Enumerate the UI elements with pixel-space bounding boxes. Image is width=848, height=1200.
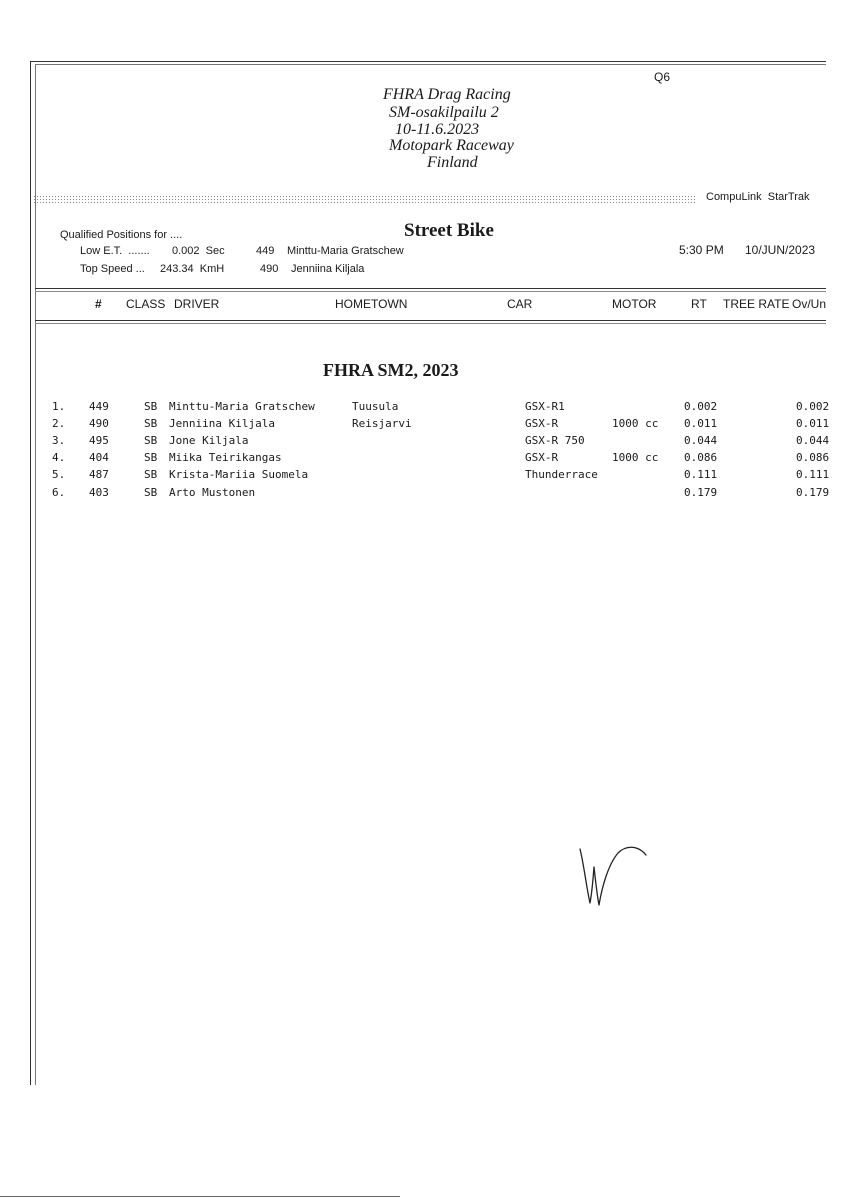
row-class: SB	[144, 434, 158, 447]
column-driver: DRIVER	[174, 297, 220, 311]
row-driver: Krista-Mariia Suomela	[169, 468, 309, 481]
row-position: 5.	[52, 468, 66, 481]
row-number: 403	[89, 486, 109, 499]
row-class: SB	[144, 400, 158, 413]
handwritten-signature	[570, 835, 660, 915]
row-hometown: Reisjarvi	[352, 417, 412, 430]
row-position: 6.	[52, 486, 66, 499]
page-code: Q6	[654, 70, 671, 84]
class-title: Street Bike	[404, 220, 494, 241]
column-tree-rate: TREE RATE	[723, 297, 790, 311]
row-rt: 0.086	[684, 451, 718, 464]
row-car: GSX-R	[525, 451, 559, 464]
row-motor: 1000 cc	[612, 451, 659, 464]
row-rt: 0.179	[684, 486, 718, 499]
column-motor: MOTOR	[612, 297, 657, 311]
frame-left-line	[30, 61, 31, 1085]
column-num: #	[95, 297, 102, 311]
event-line-4: Motopark Raceway	[389, 137, 514, 154]
report-time: 5:30 PM	[679, 243, 724, 257]
row-rt: 0.011	[684, 417, 718, 430]
top-speed-number: 490	[260, 263, 279, 275]
table-row	[0, 434, 848, 451]
table-row	[0, 451, 848, 468]
dotted-separator	[33, 195, 697, 203]
table-row	[0, 486, 848, 503]
low-et-number: 449	[256, 245, 275, 257]
frame-top-line-inner	[35, 64, 826, 65]
frame-top-line	[30, 61, 826, 62]
low-et-driver: Minttu-Maria Gratschew	[287, 245, 404, 257]
row-class: SB	[144, 451, 158, 464]
row-car: Thunderrace	[525, 468, 598, 481]
row-number: 404	[89, 451, 109, 464]
row-number: 490	[89, 417, 109, 430]
row-number: 487	[89, 468, 109, 481]
row-number: 449	[89, 400, 109, 413]
table-row	[0, 417, 848, 434]
row-class: SB	[144, 468, 158, 481]
row-position: 1.	[52, 400, 66, 413]
event-line-3: 10-11.6.2023	[395, 121, 480, 138]
row-number: 495	[89, 434, 109, 447]
row-ovun: 0.011	[796, 417, 830, 430]
top-speed-value: 243.34 KmH	[160, 263, 225, 275]
row-rt: 0.111	[684, 468, 718, 481]
low-et-value: 0.002 Sec	[172, 245, 225, 257]
row-position: 2.	[52, 417, 66, 430]
row-class: SB	[144, 417, 158, 430]
column-class: CLASS	[126, 297, 166, 311]
column-ovun: Ov/Un	[792, 297, 827, 311]
row-rt: 0.044	[684, 434, 718, 447]
row-driver: Miika Teirikangas	[169, 451, 282, 464]
row-position: 4.	[52, 451, 66, 464]
row-car: GSX-R	[525, 417, 559, 430]
row-driver: Minttu-Maria Gratschew	[169, 400, 315, 413]
row-ovun: 0.111	[796, 468, 830, 481]
header-rule-top-2	[35, 291, 826, 292]
report-date: 10/JUN/2023	[745, 243, 816, 257]
row-ovun: 0.044	[796, 434, 830, 447]
section-title: FHRA SM2, 2023	[323, 360, 459, 380]
row-car: GSX-R1	[525, 400, 565, 413]
page-bottom-line	[0, 1196, 400, 1197]
row-ovun: 0.002	[796, 400, 830, 413]
column-hometown: HOMETOWN	[335, 297, 408, 311]
event-line-1: FHRA Drag Racing	[383, 86, 511, 103]
row-hometown: Tuusula	[352, 400, 399, 413]
top-speed-driver: Jenniina Kiljala	[291, 263, 365, 275]
event-line-2: SM-osakilpailu 2	[389, 104, 499, 121]
row-rt: 0.002	[684, 400, 718, 413]
column-car: CAR	[507, 297, 533, 311]
header-rule-top	[35, 288, 826, 289]
row-driver: Jone Kiljala	[169, 434, 249, 447]
row-driver: Jenniina Kiljala	[169, 417, 275, 430]
row-ovun: 0.179	[796, 486, 830, 499]
frame-left-line-inner	[35, 64, 36, 1085]
low-et-label: Low E.T. .......	[80, 245, 150, 257]
system-name: CompuLink StarTrak	[706, 191, 810, 203]
row-position: 3.	[52, 434, 66, 447]
column-rt: RT	[691, 297, 707, 311]
table-row	[0, 468, 848, 485]
qualified-label: Qualified Positions for ....	[60, 229, 183, 241]
row-ovun: 0.086	[796, 451, 830, 464]
event-line-5: Finland	[427, 154, 478, 171]
row-motor: 1000 cc	[612, 417, 659, 430]
row-car: GSX-R 750	[525, 434, 585, 447]
table-row	[0, 400, 848, 417]
header-rule-bottom-2	[35, 323, 826, 324]
top-speed-label: Top Speed ...	[80, 263, 145, 275]
header-rule-bottom	[35, 320, 826, 321]
row-driver: Arto Mustonen	[169, 486, 256, 499]
row-class: SB	[144, 486, 158, 499]
